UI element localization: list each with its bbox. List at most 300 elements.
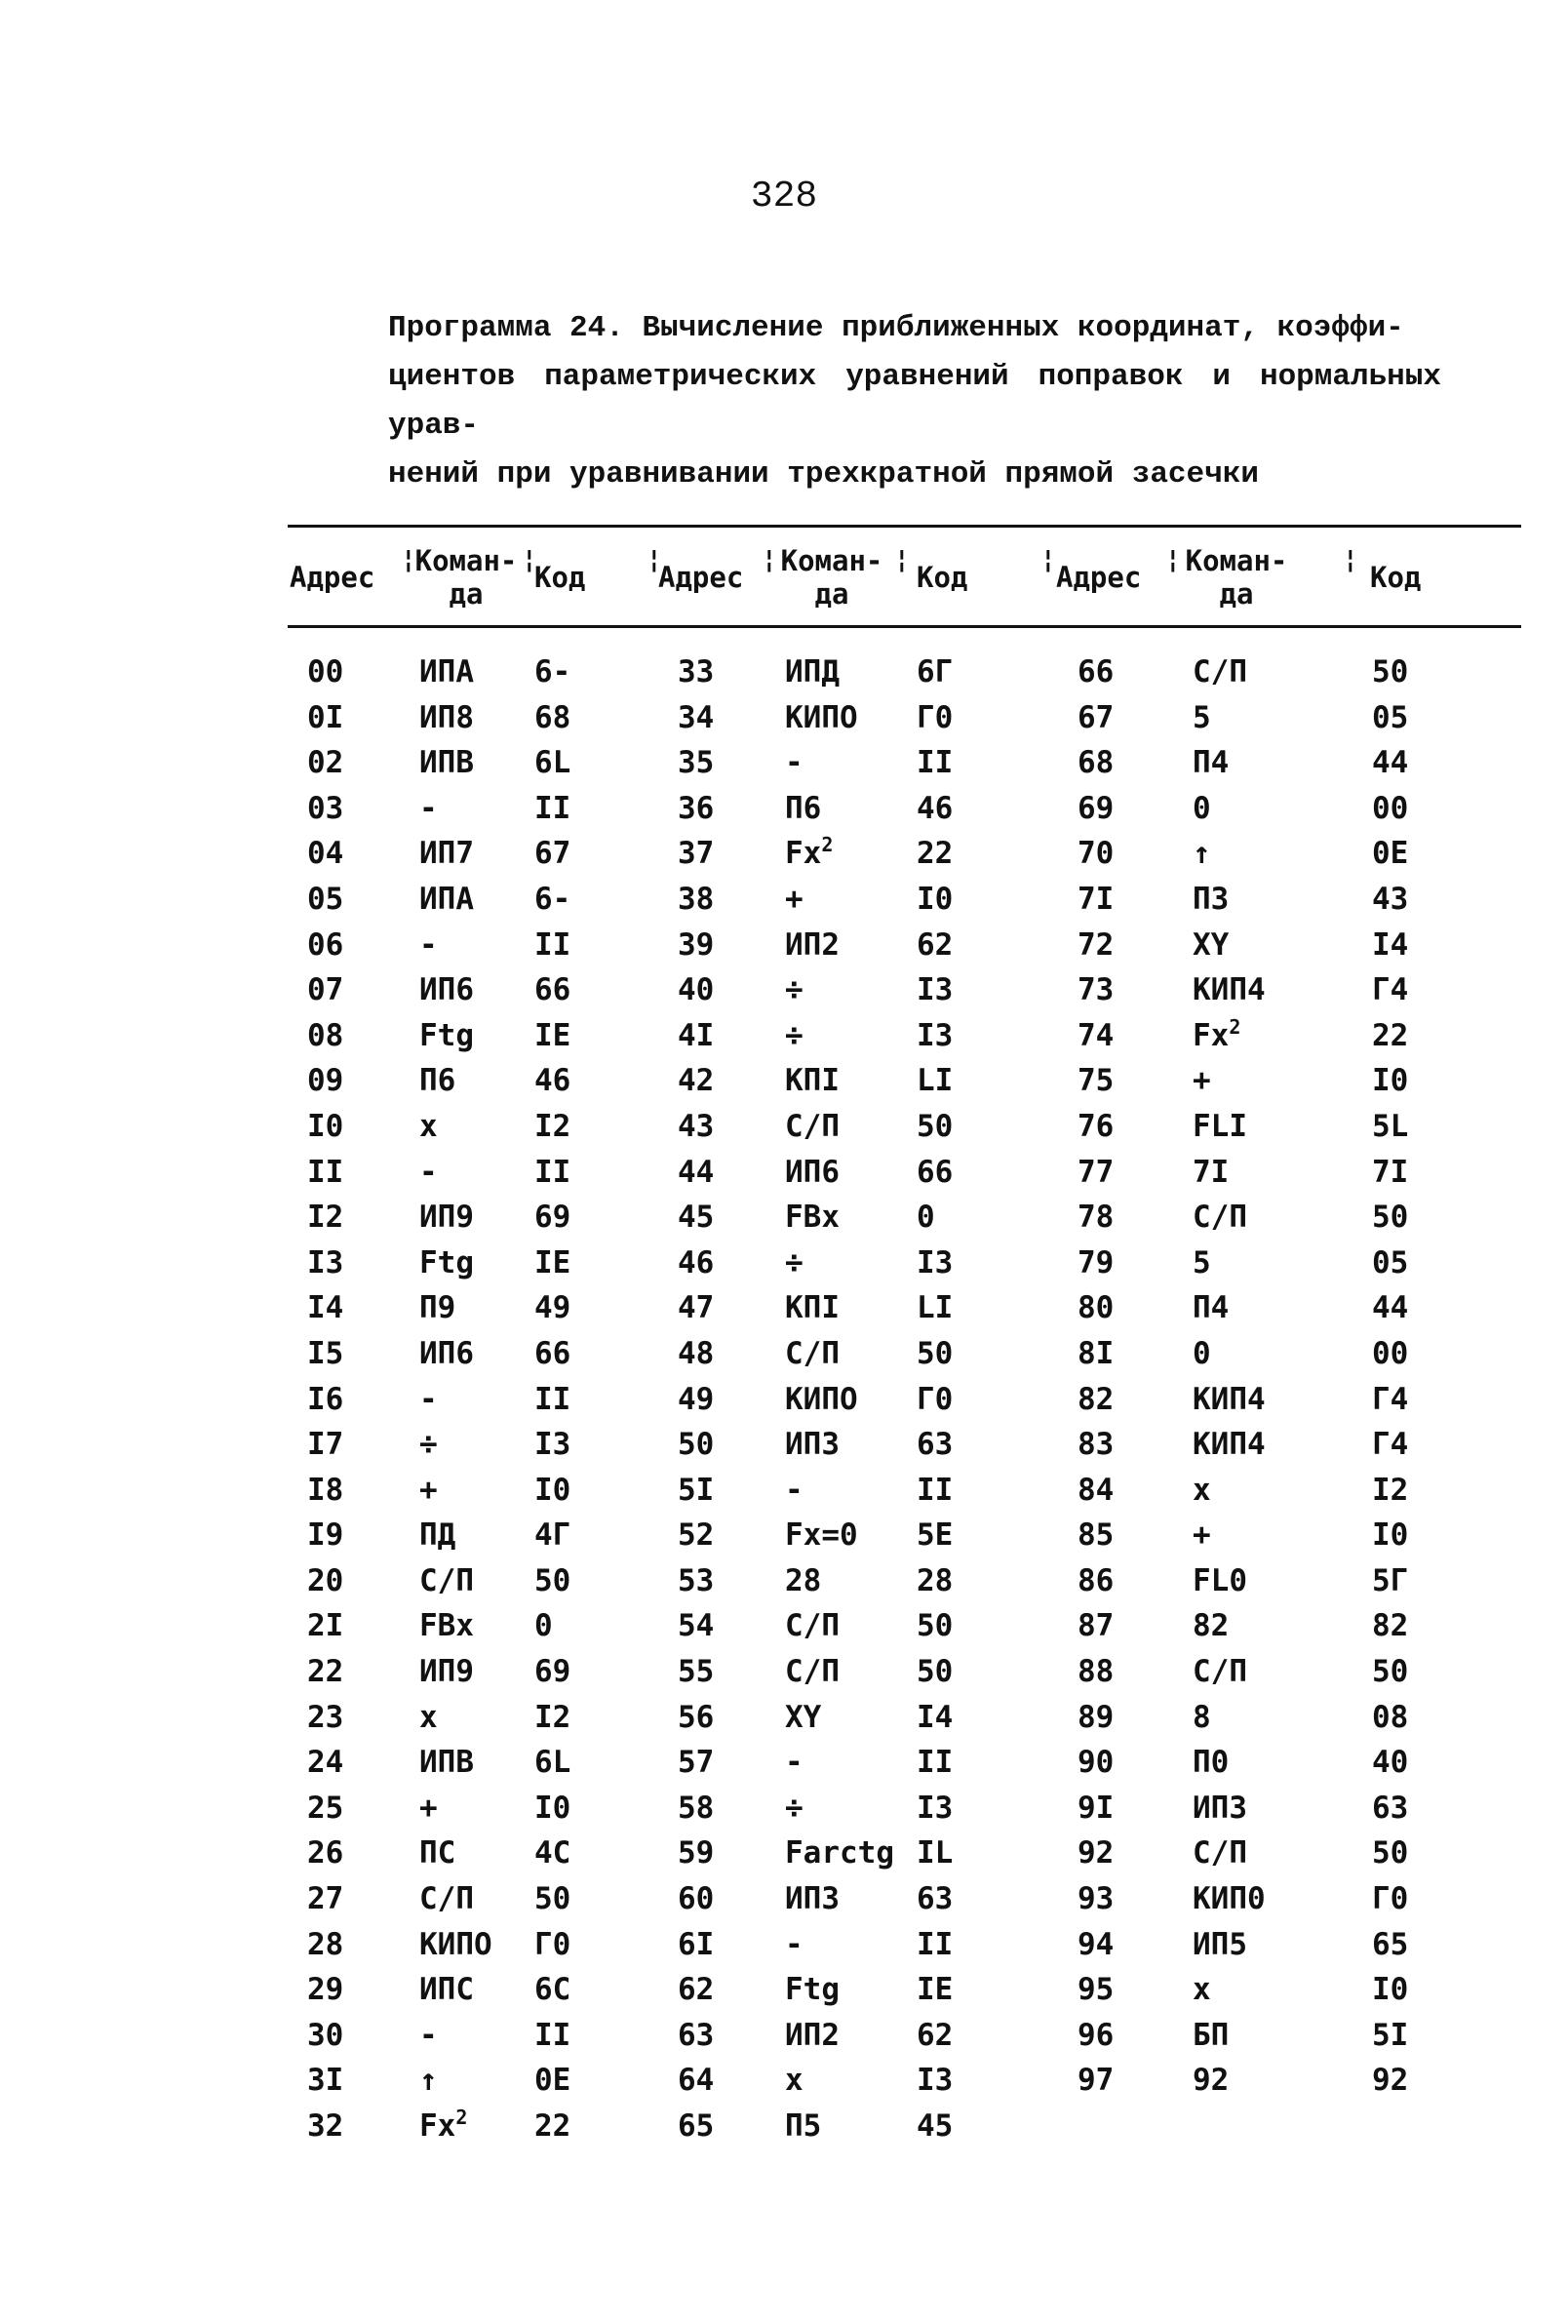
command-cell: ИП2 — [785, 926, 840, 963]
code-cell: 66 — [534, 1335, 571, 1371]
command-cell: КИП4 — [1193, 1381, 1266, 1417]
address-cell: 45 — [678, 1200, 715, 1236]
header-separator: ¦ — [1343, 545, 1358, 574]
command-cell: КИП4 — [1193, 1427, 1266, 1463]
table-row — [288, 877, 1521, 923]
command-text: Fx — [1193, 1017, 1230, 1053]
address-cell: 92 — [1078, 1835, 1115, 1871]
caption-line: нений при уравнивании трехкратной прямой засечки — [388, 457, 1259, 492]
address-cell: 22 — [307, 1654, 344, 1690]
command-cell: + — [785, 881, 804, 917]
command-cell: ИП3 — [785, 1427, 840, 1463]
command-cell: С/П — [1193, 1200, 1247, 1236]
code-cell: II — [917, 1472, 954, 1508]
code-cell: 0E — [534, 2063, 571, 2099]
address-cell: 84 — [1078, 1472, 1115, 1508]
command-cell: 7I — [1193, 1154, 1230, 1190]
address-cell: 82 — [1078, 1381, 1115, 1417]
code-cell: I3 — [917, 1244, 954, 1280]
command-cell: П9 — [419, 1290, 456, 1326]
table-row — [288, 740, 1521, 786]
address-cell: 68 — [1078, 745, 1115, 781]
code-cell: 68 — [534, 699, 571, 735]
table-row — [288, 2013, 1521, 2059]
code-cell: 4С — [534, 1835, 571, 1871]
code-cell: 62 — [917, 926, 954, 963]
code-cell: 63 — [917, 1881, 954, 1917]
address-cell: 67 — [1078, 699, 1115, 735]
command-cell: П0 — [1193, 1745, 1230, 1781]
table-row — [288, 2058, 1521, 2104]
table-row — [288, 2104, 1521, 2149]
code-cell: 6С — [534, 1972, 571, 2008]
code-cell: 05 — [1372, 699, 1409, 735]
command-cell: x — [1193, 1472, 1211, 1508]
command-cell: С/П — [1193, 1835, 1247, 1871]
code-cell: 43 — [1372, 881, 1409, 917]
table-row — [288, 1150, 1521, 1196]
address-cell: 47 — [678, 1290, 715, 1326]
code-cell: 0 — [534, 1608, 553, 1644]
address-cell: 29 — [307, 1972, 344, 2008]
header-command-top: Коман- — [780, 544, 883, 577]
command-superscript: 2 — [821, 833, 834, 857]
address-cell: 37 — [678, 836, 715, 872]
address-cell: 57 — [678, 1745, 715, 1781]
table-row — [288, 1013, 1521, 1059]
code-cell: IE — [534, 1244, 571, 1280]
command-cell: ИПВ — [419, 745, 474, 781]
command-cell: ИП9 — [419, 1200, 474, 1236]
command-cell: КПI — [785, 1290, 840, 1326]
address-cell: 79 — [1078, 1244, 1115, 1280]
code-cell: 6L — [534, 1745, 571, 1781]
command-cell: - — [419, 1154, 438, 1190]
code-cell: 62 — [917, 2017, 954, 2053]
code-cell: 6Г — [917, 654, 954, 689]
address-cell: 70 — [1078, 836, 1115, 872]
command-superscript: 2 — [1229, 1014, 1241, 1039]
code-cell: II — [917, 745, 954, 781]
code-cell: 6- — [534, 654, 571, 689]
code-cell: 50 — [534, 1881, 571, 1917]
code-cell: 6L — [534, 745, 571, 781]
command-cell — [419, 2104, 467, 2148]
address-cell: 44 — [678, 1154, 715, 1190]
command-cell: + — [1193, 1063, 1211, 1099]
address-cell: 62 — [678, 1972, 715, 2008]
code-cell: I2 — [534, 1699, 571, 1735]
code-cell: I3 — [917, 1017, 954, 1053]
table-row — [288, 923, 1521, 968]
table-row — [288, 1831, 1521, 1876]
address-cell: 52 — [678, 1517, 715, 1554]
code-cell: 46 — [534, 1063, 571, 1099]
command-cell: С/П — [785, 1108, 840, 1144]
command-cell: ИП2 — [785, 2017, 840, 2053]
code-cell: 50 — [917, 1654, 954, 1690]
address-cell: 60 — [678, 1881, 715, 1917]
code-cell: 5E — [917, 1517, 954, 1554]
command-cell: ПС — [419, 1835, 456, 1871]
command-cell: FL0 — [1193, 1562, 1247, 1598]
command-cell: x — [419, 1108, 438, 1144]
command-cell: ÷ — [785, 1790, 804, 1826]
table-row — [288, 695, 1521, 741]
address-cell: 27 — [307, 1881, 344, 1917]
command-cell: + — [419, 1472, 438, 1508]
command-cell: ÷ — [419, 1427, 438, 1463]
address-cell: 23 — [307, 1699, 344, 1735]
command-cell: КИП0 — [1193, 1881, 1266, 1917]
address-cell: II — [307, 1154, 344, 1190]
address-cell: 07 — [307, 972, 344, 1008]
code-cell: I0 — [1372, 1517, 1409, 1554]
command-cell: С/П — [1193, 1654, 1247, 1690]
address-cell: 08 — [307, 1017, 344, 1053]
code-cell: 0 — [917, 1200, 935, 1236]
code-cell: 5I — [1372, 2017, 1409, 2053]
command-cell — [785, 831, 833, 876]
address-cell: 33 — [678, 654, 715, 689]
header-separator: ¦ — [894, 545, 910, 574]
address-cell: 75 — [1078, 1063, 1115, 1099]
command-cell: FLI — [1193, 1108, 1247, 1144]
table-row — [288, 1285, 1521, 1331]
code-cell: 4Г — [534, 1517, 571, 1554]
code-cell: LI — [917, 1290, 954, 1326]
address-cell: 2I — [307, 1608, 344, 1644]
code-cell: Г4 — [1372, 1381, 1409, 1417]
code-cell: Г0 — [534, 1926, 571, 1962]
command-cell: 0 — [1193, 1335, 1211, 1371]
command-cell: ИП3 — [785, 1881, 840, 1917]
command-cell: ↑ — [419, 2063, 438, 2099]
table-row — [288, 1649, 1521, 1695]
address-cell: 96 — [1078, 2017, 1115, 2053]
code-cell: I4 — [1372, 926, 1409, 963]
table-row — [288, 1740, 1521, 1786]
address-cell: 63 — [678, 2017, 715, 2053]
table-top-rule — [288, 525, 1521, 528]
address-cell: 85 — [1078, 1517, 1115, 1554]
code-cell: 05 — [1372, 1244, 1409, 1280]
code-cell: 0E — [1372, 836, 1409, 872]
address-cell: I5 — [307, 1335, 344, 1371]
table-row — [288, 1195, 1521, 1241]
table-row — [288, 1558, 1521, 1604]
table-header — [288, 538, 1521, 616]
address-cell: 56 — [678, 1699, 715, 1735]
table-row — [288, 786, 1521, 832]
code-cell: 50 — [534, 1562, 571, 1598]
table-row — [288, 1058, 1521, 1104]
code-cell: Г4 — [1372, 972, 1409, 1008]
table-row — [288, 1241, 1521, 1286]
code-cell: 44 — [1372, 1290, 1409, 1326]
address-cell: 88 — [1078, 1654, 1115, 1690]
header-command — [1178, 538, 1295, 616]
table-row — [288, 1695, 1521, 1741]
command-text: Fx — [419, 2108, 456, 2144]
command-text: Fx — [785, 836, 822, 872]
command-cell: П3 — [1193, 881, 1230, 917]
command-cell: ИП6 — [419, 972, 474, 1008]
command-cell: С/П — [785, 1335, 840, 1371]
address-cell: I4 — [307, 1290, 344, 1326]
code-cell: 92 — [1372, 2063, 1409, 2099]
program-caption — [388, 304, 1441, 499]
address-cell: 03 — [307, 790, 344, 826]
address-cell: 66 — [1078, 654, 1115, 689]
command-cell: x — [1193, 1972, 1211, 2008]
code-cell: IE — [917, 1972, 954, 2008]
header-command-bottom: да — [449, 577, 484, 611]
command-cell: КИПО — [785, 699, 858, 735]
address-cell: 76 — [1078, 1108, 1115, 1144]
code-cell: 22 — [917, 836, 954, 872]
table-row — [288, 1377, 1521, 1423]
address-cell: 94 — [1078, 1926, 1115, 1962]
code-cell: I0 — [1372, 1972, 1409, 2008]
command-cell: С/П — [1193, 654, 1247, 689]
code-cell: 50 — [1372, 654, 1409, 689]
command-cell: Farctg — [785, 1835, 894, 1871]
command-cell: + — [1193, 1517, 1211, 1554]
address-cell: 3I — [307, 2063, 344, 2099]
address-cell: 54 — [678, 1608, 715, 1644]
command-cell: ИП8 — [419, 699, 474, 735]
command-cell: - — [785, 745, 804, 781]
address-cell: I0 — [307, 1108, 344, 1144]
code-cell: I0 — [917, 881, 954, 917]
command-cell: + — [419, 1790, 438, 1826]
command-cell: ÷ — [785, 972, 804, 1008]
command-cell: - — [419, 2017, 438, 2053]
address-cell: 4I — [678, 1017, 715, 1053]
command-cell: С/П — [785, 1654, 840, 1690]
table-row — [288, 1331, 1521, 1377]
command-cell: Ftg — [785, 1972, 840, 2008]
address-cell: 73 — [1078, 972, 1115, 1008]
command-cell: П6 — [419, 1063, 456, 1099]
command-cell: - — [785, 1472, 804, 1508]
address-cell: 43 — [678, 1108, 715, 1144]
address-cell: 05 — [307, 881, 344, 917]
header-command-top: Коман- — [414, 544, 518, 577]
command-cell: FBx — [419, 1608, 474, 1644]
address-cell: I7 — [307, 1427, 344, 1463]
header-code: Код — [1370, 561, 1422, 594]
command-cell: XY — [785, 1699, 822, 1735]
command-cell: ↑ — [1193, 836, 1211, 872]
command-cell: П4 — [1193, 745, 1230, 781]
header-address: Адрес — [658, 561, 744, 594]
code-cell: 50 — [1372, 1200, 1409, 1236]
code-cell: Г0 — [1372, 1881, 1409, 1917]
address-cell: 50 — [678, 1427, 715, 1463]
address-cell: 28 — [307, 1926, 344, 1962]
address-cell: 89 — [1078, 1699, 1115, 1735]
command-cell: ИПД — [785, 654, 840, 689]
command-cell: С/П — [419, 1562, 474, 1598]
address-cell: 87 — [1078, 1608, 1115, 1644]
code-cell: II — [917, 1926, 954, 1962]
address-cell: 83 — [1078, 1427, 1115, 1463]
address-cell: 97 — [1078, 2063, 1115, 2099]
command-cell: П5 — [785, 2108, 822, 2144]
header-separator: ¦ — [522, 545, 537, 574]
command-cell: КИП4 — [1193, 972, 1266, 1008]
command-cell: x — [785, 2063, 804, 2099]
address-cell: 7I — [1078, 881, 1115, 917]
code-cell: 46 — [917, 790, 954, 826]
code-cell: 66 — [917, 1154, 954, 1190]
caption-line: Программа 24. Вычисление приближенных координат, коэффи- — [388, 311, 1404, 345]
table-row — [288, 1422, 1521, 1468]
code-cell: I2 — [534, 1108, 571, 1144]
command-cell: 8 — [1193, 1699, 1211, 1735]
command-cell: ИП9 — [419, 1654, 474, 1690]
header-code: Код — [534, 561, 586, 594]
code-cell: Г4 — [1372, 1427, 1409, 1463]
code-cell: 40 — [1372, 1745, 1409, 1781]
address-cell: 49 — [678, 1381, 715, 1417]
header-command-bottom: да — [1219, 577, 1254, 611]
page-number: 328 — [750, 176, 818, 217]
table-row — [288, 1967, 1521, 2013]
code-cell: 45 — [917, 2108, 954, 2144]
code-cell: I0 — [1372, 1063, 1409, 1099]
header-separator: ¦ — [401, 545, 416, 574]
address-cell: 48 — [678, 1335, 715, 1371]
header-command — [412, 538, 520, 616]
address-cell: 95 — [1078, 1972, 1115, 2008]
command-cell: ÷ — [785, 1017, 804, 1053]
code-cell: Г0 — [917, 699, 954, 735]
header-command-bottom: да — [814, 577, 849, 611]
command-cell: ИПА — [419, 881, 474, 917]
address-cell: I8 — [307, 1472, 344, 1508]
code-cell: LI — [917, 1063, 954, 1099]
code-cell: II — [534, 790, 571, 826]
code-cell: 5L — [1372, 1108, 1409, 1144]
code-cell: 00 — [1372, 790, 1409, 826]
command-cell: - — [419, 926, 438, 963]
command-cell: С/П — [419, 1881, 474, 1917]
code-cell: 7I — [1372, 1154, 1409, 1190]
address-cell: 0I — [307, 699, 344, 735]
address-cell: 39 — [678, 926, 715, 963]
code-cell: 22 — [1372, 1017, 1409, 1053]
table-row — [288, 967, 1521, 1013]
command-cell: ИПВ — [419, 1745, 474, 1781]
code-cell: 63 — [1372, 1790, 1409, 1826]
code-cell: I2 — [1372, 1472, 1409, 1508]
table-row — [288, 1513, 1521, 1558]
address-cell: 25 — [307, 1790, 344, 1826]
code-cell: 50 — [917, 1335, 954, 1371]
address-cell: 58 — [678, 1790, 715, 1826]
address-cell: 77 — [1078, 1154, 1115, 1190]
header-address: Адрес — [290, 561, 375, 594]
command-cell: ИП3 — [1193, 1790, 1247, 1826]
code-cell: 69 — [534, 1200, 571, 1236]
code-cell: II — [534, 1381, 571, 1417]
code-cell: 82 — [1372, 1608, 1409, 1644]
address-cell: 74 — [1078, 1017, 1115, 1053]
header-separator: ¦ — [1165, 545, 1181, 574]
code-cell: 22 — [534, 2108, 571, 2144]
code-cell: I3 — [917, 1790, 954, 1826]
code-cell: 00 — [1372, 1335, 1409, 1371]
command-cell: ИП6 — [419, 1335, 474, 1371]
code-cell: 50 — [917, 1108, 954, 1144]
command-superscript: 2 — [455, 2106, 468, 2129]
command-cell: ÷ — [785, 1244, 804, 1280]
command-cell: 5 — [1193, 699, 1211, 735]
code-cell: 50 — [1372, 1835, 1409, 1871]
code-cell: I4 — [917, 1699, 954, 1735]
address-cell: 6I — [678, 1926, 715, 1962]
command-cell: П4 — [1193, 1290, 1230, 1326]
code-cell: 67 — [534, 836, 571, 872]
code-cell: II — [534, 926, 571, 963]
header-separator: ¦ — [762, 545, 777, 574]
code-cell: 6- — [534, 881, 571, 917]
command-cell: ИП5 — [1193, 1926, 1247, 1962]
caption-line: циентов параметрических уравнений поправок и нормальных урав- — [388, 360, 1441, 443]
command-cell: FBx — [785, 1200, 840, 1236]
command-cell: ИП7 — [419, 836, 474, 872]
table-header-rule — [288, 625, 1521, 628]
code-cell: 28 — [917, 1562, 954, 1598]
command-cell: ИПС — [419, 1972, 474, 2008]
code-cell: 65 — [1372, 1926, 1409, 1962]
address-cell: 34 — [678, 699, 715, 735]
address-cell: 40 — [678, 972, 715, 1008]
command-cell: БП — [1193, 2017, 1230, 2053]
address-cell: 04 — [307, 836, 344, 872]
command-cell — [1193, 1013, 1240, 1058]
address-cell: 86 — [1078, 1562, 1115, 1598]
address-cell: 65 — [678, 2108, 715, 2144]
address-cell: 90 — [1078, 1745, 1115, 1781]
address-cell: 55 — [678, 1654, 715, 1690]
command-cell: 82 — [1193, 1608, 1230, 1644]
command-cell: ИП6 — [785, 1154, 840, 1190]
address-cell: 5I — [678, 1472, 715, 1508]
command-cell: XY — [1193, 926, 1230, 963]
table-row — [288, 1922, 1521, 1968]
code-cell: 44 — [1372, 745, 1409, 781]
address-cell: 26 — [307, 1835, 344, 1871]
code-cell: 63 — [917, 1427, 954, 1463]
code-cell: 49 — [534, 1290, 571, 1326]
address-cell: 53 — [678, 1562, 715, 1598]
header-separator: ¦ — [647, 545, 662, 574]
address-cell: 24 — [307, 1745, 344, 1781]
address-cell: 36 — [678, 790, 715, 826]
code-cell: II — [534, 1154, 571, 1190]
table-row — [288, 1876, 1521, 1922]
command-cell: С/П — [785, 1608, 840, 1644]
code-cell: II — [534, 2017, 571, 2053]
address-cell: 78 — [1078, 1200, 1115, 1236]
address-cell: 72 — [1078, 926, 1115, 963]
address-cell: 80 — [1078, 1290, 1115, 1326]
table-row — [288, 831, 1521, 877]
